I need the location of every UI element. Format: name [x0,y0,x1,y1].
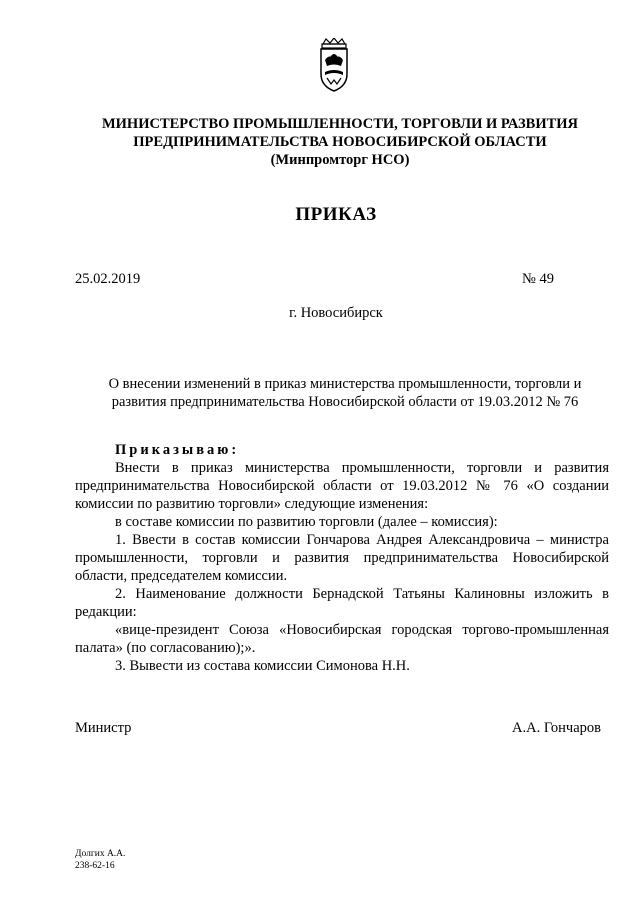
document-body [75,441,609,675]
document-title: ПРИКАЗ [295,204,377,225]
ministry-name-line2: ПРЕДПРИНИМАТЕЛЬСТВА НОВОСИБИРСКОЙ ОБЛАСТИ [133,134,547,150]
body-paragraph: Внести в приказ министерства промышленности, торговли и развития предпринимательства Новосибирской области от 19.03.2012 № 76 «О создании комиссии по развитию торговли» следующие изменения: [75,460,609,512]
body-paragraph: в составе комиссии по развитию торговли (далее – комиссия): [115,514,498,530]
coat-of-arms-icon [317,38,351,92]
body-paragraph: 3. Вывести из состава комиссии Симонова Н.Н. [115,658,410,674]
signature-title: Министр [75,720,132,736]
ministry-abbreviation: (Минпромторг НСО) [270,152,410,168]
ministry-header [60,115,620,169]
body-paragraph: 2. Наименование должности Бернадской Татьяны Калиновны изложить в редакции: [75,586,609,620]
order-heading: Приказываю: [115,442,240,458]
executor-info [75,848,125,872]
document-number: № 49 [522,271,554,287]
signature-name: А.А. Гончаров [512,720,602,736]
subject-line1: О внесении изменений в приказ министерства промышленности, торговли и [108,376,582,392]
executor-phone: 238-62-16 [75,861,115,871]
document-date: 25.02.2019 [75,271,141,287]
document-city: г. Новосибирск [289,305,383,321]
ministry-name-line1: МИНИСТЕРСТВО ПРОМЫШЛЕННОСТИ, ТОРГОВЛИ И РАЗВИТИЯ [101,116,579,132]
body-paragraph: 1. Ввести в состав комиссии Гончарова Андрея Александровича – министра промышленности, торговли и развития предпринимательства Новосибирской области, председателем комиссии. [75,532,609,584]
subject-line2: развития предпринимательства Новосибирской области от 19.03.2012 № 76 [111,394,579,410]
document-subject [75,375,615,411]
executor-name: Долгих А.А. [75,849,126,859]
body-paragraph: «вице-президент Союза «Новосибирская городская торгово-промышленная палата» (по согласованию);». [75,622,609,656]
